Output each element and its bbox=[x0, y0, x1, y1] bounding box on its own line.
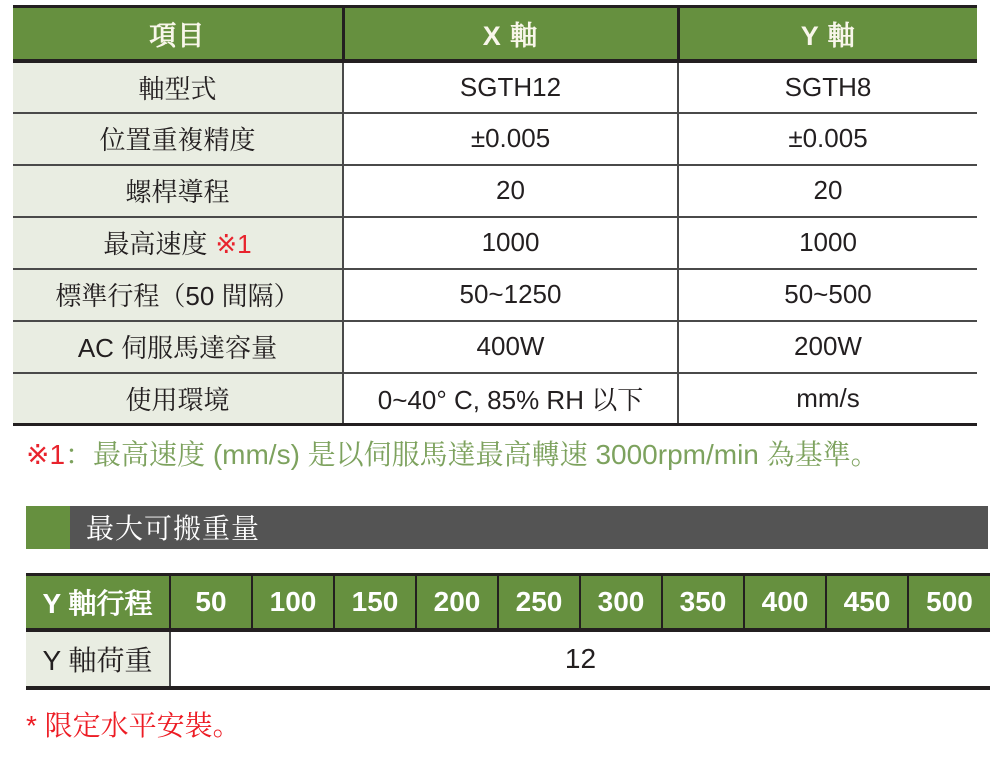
cell-y-value: 200W bbox=[678, 321, 977, 373]
section-title: 最大可搬重量 bbox=[86, 513, 261, 545]
payload-value-row bbox=[26, 630, 990, 688]
stroke-col-250: 250 bbox=[498, 574, 580, 630]
cell-y-value: mm/s bbox=[678, 373, 977, 425]
cell-x-value: 400W bbox=[343, 321, 678, 373]
footnote-marker: ※1 bbox=[26, 439, 66, 470]
payload-load-label: Y 軸荷重 bbox=[26, 630, 170, 688]
stroke-col-100: 100 bbox=[252, 574, 334, 630]
cell-y-value: 20 bbox=[678, 165, 977, 217]
spec-table bbox=[13, 5, 977, 426]
table-row bbox=[13, 217, 977, 269]
stroke-col-350: 350 bbox=[662, 574, 744, 630]
spec-header-x-axis: X 軸 bbox=[343, 7, 678, 61]
row-label bbox=[13, 113, 343, 165]
cell-x-value: ±0.005 bbox=[343, 113, 678, 165]
spec-header-item: 項目 bbox=[13, 7, 343, 61]
row-label bbox=[13, 269, 343, 321]
stroke-col-400: 400 bbox=[744, 574, 826, 630]
payload-load-value: 12 bbox=[170, 630, 990, 688]
section-title-bar bbox=[70, 506, 988, 549]
stroke-col-50: 50 bbox=[170, 574, 252, 630]
table-row bbox=[13, 61, 977, 113]
row-label bbox=[13, 61, 343, 113]
footnote-mounting: * 限定水平安裝。 bbox=[26, 710, 241, 742]
row-label bbox=[13, 321, 343, 373]
cell-y-value: ±0.005 bbox=[678, 113, 977, 165]
section-header-bar bbox=[26, 506, 988, 549]
row-label-text: 使用環境 bbox=[125, 384, 230, 415]
cell-x-value: SGTH12 bbox=[343, 61, 678, 113]
stroke-col-200: 200 bbox=[416, 574, 498, 630]
row-label-text: AC 伺服馬達容量 bbox=[77, 333, 278, 363]
row-label-text: 最高速度 bbox=[103, 229, 208, 259]
row-label-text: 螺桿導程 bbox=[125, 177, 230, 207]
cell-y-value: 50~500 bbox=[678, 269, 977, 321]
stroke-col-450: 450 bbox=[826, 574, 908, 630]
row-label bbox=[13, 373, 343, 425]
cell-x-value: 0~40° C, 85% RH 以下 bbox=[343, 373, 678, 425]
stroke-col-150: 150 bbox=[334, 574, 416, 630]
payload-header-row bbox=[26, 574, 990, 630]
row-label-text: 標準行程（50 間隔） bbox=[55, 281, 300, 311]
table-row bbox=[13, 165, 977, 217]
cell-y-value: 1000 bbox=[678, 217, 977, 269]
row-label bbox=[13, 165, 343, 217]
table-row bbox=[13, 269, 977, 321]
table-row bbox=[13, 113, 977, 165]
stroke-col-500: 500 bbox=[908, 574, 990, 630]
cell-x-value: 50~1250 bbox=[343, 269, 678, 321]
row-label-text: 軸型式 bbox=[138, 73, 217, 104]
cell-x-value: 20 bbox=[343, 165, 678, 217]
payload-stroke-label: Y 軸行程 bbox=[26, 574, 170, 630]
table-row bbox=[13, 373, 977, 425]
spec-header-y-axis: Y 軸 bbox=[678, 7, 977, 61]
cell-x-value: 1000 bbox=[343, 217, 678, 269]
row-label bbox=[13, 217, 343, 269]
table-row bbox=[13, 321, 977, 373]
section-accent-square bbox=[26, 506, 70, 549]
payload-table bbox=[26, 573, 990, 691]
row-label-text: 位置重複精度 bbox=[99, 125, 256, 155]
footnote-text: ：最高速度 (mm/s) 是以伺服馬達最高轉速 3000rpm/min 為基準。 bbox=[65, 439, 879, 470]
row-label-note: ※1 bbox=[215, 229, 252, 259]
footnote-speed bbox=[26, 438, 977, 472]
cell-y-value: SGTH8 bbox=[678, 61, 977, 113]
spec-header-row bbox=[13, 7, 977, 61]
stroke-col-300: 300 bbox=[580, 574, 662, 630]
